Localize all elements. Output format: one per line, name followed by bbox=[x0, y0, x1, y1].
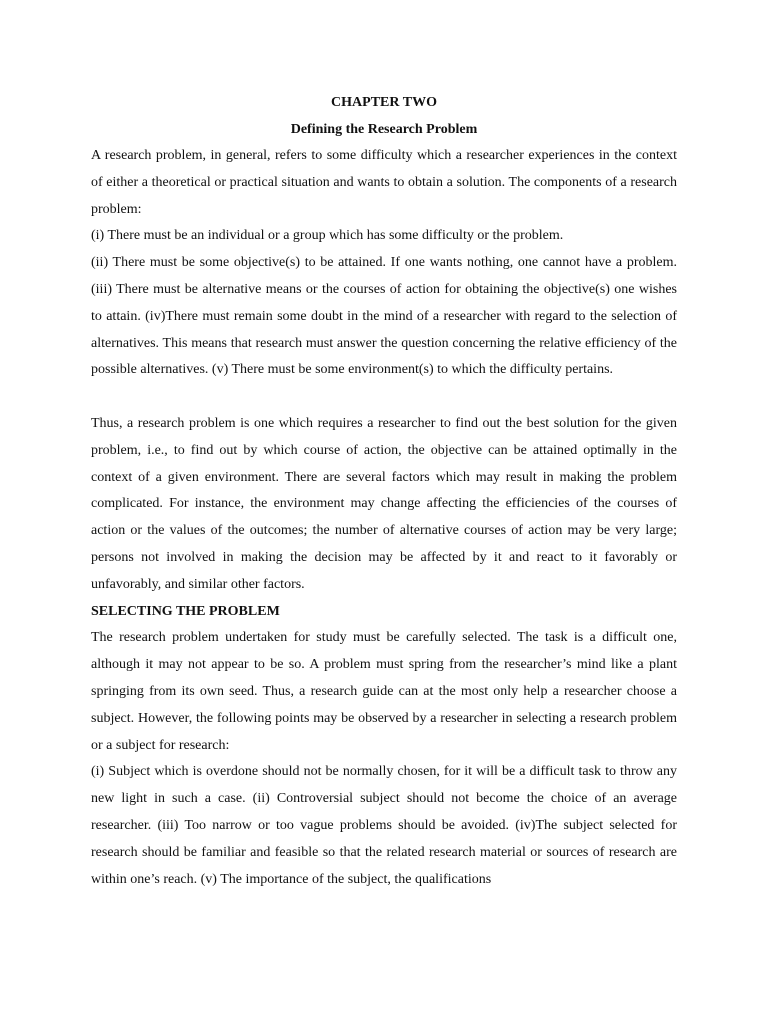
intro-paragraph-component-1: (i) There must be an individual or a group which has some difficulty or the problem. bbox=[91, 228, 564, 244]
selecting-paragraph-intro: The research problem undertaken for study must be carefully selected. The task is a difficult one, although it may not appear to be so. A problem must spring from the researcher’s mind like a plant springing from its own seed. Thus, a research guide can at the most only help a researcher choose a subject. However, the following points may be observed by a researcher in selecting a research problem or a subject for research: bbox=[91, 630, 677, 753]
page-content bbox=[91, 89, 677, 893]
chapter-title: CHAPTER TWO bbox=[331, 95, 437, 110]
selecting-paragraph-points: (i) Subject which is overdone should not be normally chosen, for it will be a difficult task to throw any new light in such a case. (ii) Controversial subject should not become the choice of an average researcher. (iii) Too narrow or too vague problems should be avoided. (iv)The subject selected for research should be familiar and feasible so that the related research material or sources of research are within one’s reach. (v) The importance of the subject, the qualifications bbox=[91, 764, 677, 887]
paragraph-gap bbox=[91, 384, 677, 411]
intro-paragraph-summary: Thus, a research problem is one which requires a researcher to find out the best solution for the given problem, i.e., to find out by which course of action, the objective can be attained optimally in the context of a given environment. There are several factors which may result in making the problem complicated. For instance, the environment may change affecting the efficiencies of the courses of action or the values of the outcomes; the number of alternative courses of action may be very large; persons not involved in making the decision may be affected by it and react to it favorably or unfavorably, and similar other factors. bbox=[91, 415, 677, 592]
section-heading-selecting: SELECTING THE PROBLEM bbox=[91, 603, 280, 619]
intro-paragraph-definition: A research problem, in general, refers to some difficulty which a researcher experiences in the context of either a theoretical or practical situation and wants to obtain a solution. The components of a research problem: bbox=[91, 148, 677, 217]
chapter-subtitle: Defining the Research Problem bbox=[290, 122, 478, 137]
intro-paragraph-components-2-5: (ii) There must be some objective(s) to be attained. If one wants nothing, one cannot have a problem. (iii) There must be alternative means or the courses of action for obtaining the objective(s) one wishes to attain. (iv)There must remain some doubt in the mind of a researcher with regard to the selection of alternatives. This means that research must answer the question concerning the relative efficiency of the possible alternatives. (v) There must be some environment(s) to which the difficulty pertains. bbox=[91, 255, 677, 378]
